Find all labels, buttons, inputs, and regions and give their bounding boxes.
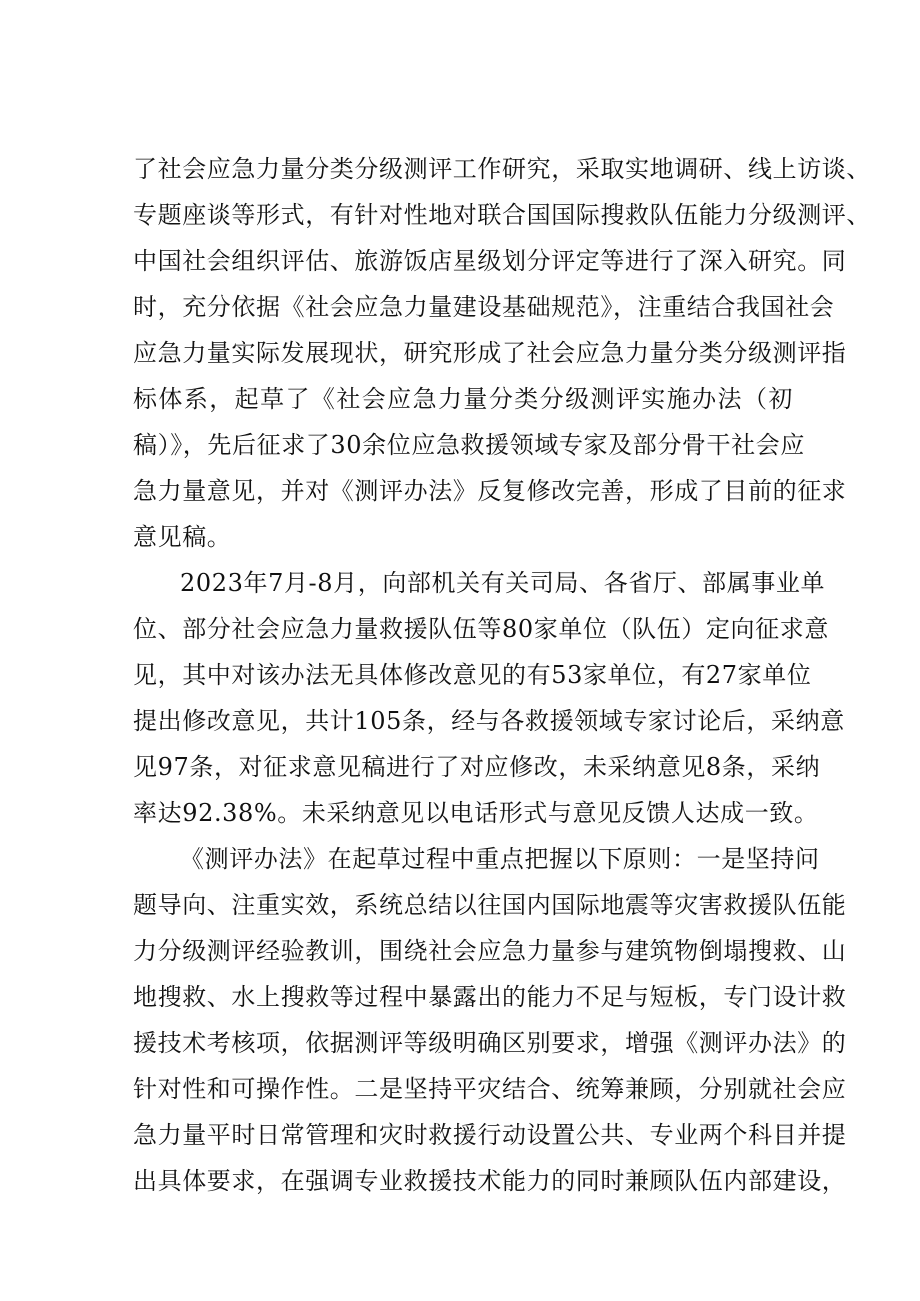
text-line: 针对性和可操作性。二是坚持平灾结合、统筹兼顾，分别就社会应 [133,1075,847,1103]
text-line: 位、部分社会应急力量救援队伍等80家单位（队伍）定向征求意 [133,615,829,643]
text-line: 援技术考核项，依据测评等级明确区别要求，增强《测评办法》的 [133,1029,847,1057]
paragraph-first-line: 2023年7月-8月，向部机关有关司局、各省厅、部属事业单 [180,569,826,597]
text-line: 应急力量实际发展现状，研究形成了社会应急力量分类分级测评指 [133,339,847,367]
paragraph-first-line: 《测评办法》在起草过程中重点把握以下原则：一是坚持问 [180,845,820,873]
text-line: 题导向、注重实效，系统总结以往国内国际地震等灾害救援队伍能 [133,891,847,919]
text-line: 标体系，起草了《社会应急力量分类分级测评实施办法（初 [133,385,793,413]
text-line: 地搜救、水上搜救等过程中暴露出的能力不足与短板，专门设计救 [133,983,847,1011]
text-line: 率达92.38%。未采纳意见以电话形式与意见反馈人达成一致。 [133,799,819,827]
text-line: 出具体要求，在强调专业救援技术能力的同时兼顾队伍内部建设， [133,1167,847,1195]
text-line: 意见稿。 [133,523,232,551]
text-line: 中国社会组织评估、旅游饭店星级划分评定等进行了深入研究。同 [133,247,847,275]
text-line: 见，其中对该办法无具体修改意见的有53家单位，有27家单位 [133,661,812,689]
text-line: 见97条，对征求意见稿进行了对应修改，未采纳意见8条，采纳 [133,753,821,781]
text-line: 专题座谈等形式，有针对性地对联合国国际搜救队伍能力分级测评、 [133,201,871,229]
text-line: 力分级测评经验教训，围绕社会应急力量参与建筑物倒塌搜救、山 [133,937,847,965]
text-line: 急力量平时日常管理和灾时救援行动设置公共、专业两个科目并提 [133,1121,847,1149]
text-line: 急力量意见，并对《测评办法》反复修改完善，形成了目前的征求 [133,477,847,505]
text-line: 提出修改意见，共计105条，经与各救援领域专家讨论后，采纳意 [133,707,845,735]
text-line: 时，充分依据《社会应急力量建设基础规范》，注重结合我国社会 [133,293,835,321]
text-line: 稿）》，先后征求了30余位应急救援领域专家及部分骨干社会应 [133,431,805,459]
text-line: 了社会应急力量分类分级测评工作研究，采取实地调研、线上访谈、 [133,155,871,183]
